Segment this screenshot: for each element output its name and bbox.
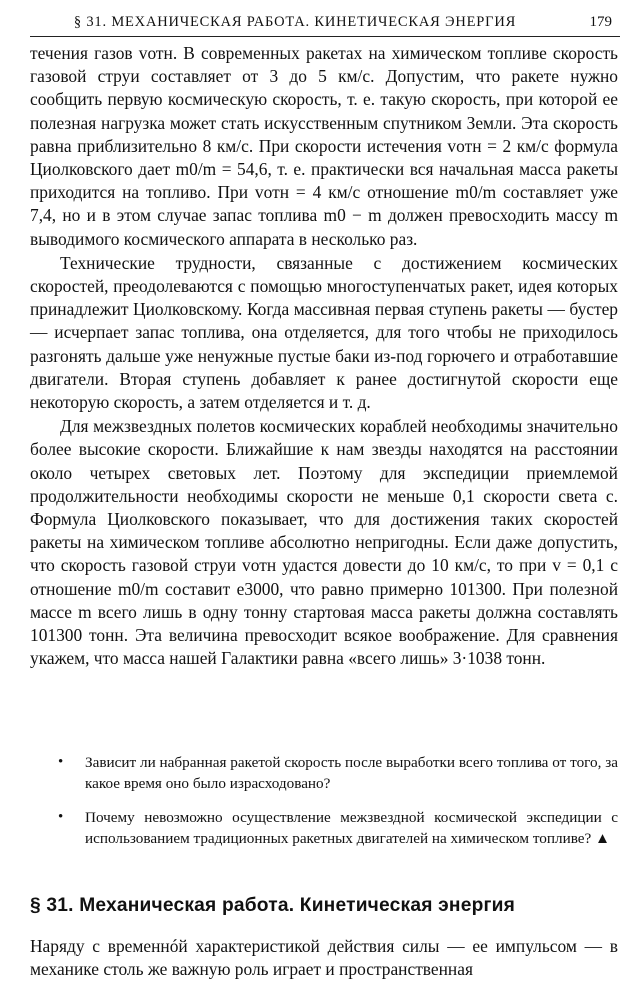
body-text: [30, 42, 618, 670]
paragraph-interstellar-flights: Для межзвездных полетов космических кораблей необходимы значительно более высокие скорости. Ближайшие к нам звезды находятся на расстоянии около четырех световых лет. Поэтому для экспедиции приемлемой продолжительности необходимы скорости не меньше 0,1 скорости света c. Формула Циолковского показывает, что для достижения таких скоростей ракеты на химическом топливе абсолютно непригодны. Если даже допустить, что скорость газовой струи vотн удастся довести до 10 км/с, то при v = 0,1 c отношение m0/m составит e3000, что равно примерно 101300. При полезной массе m всего лишь в одну тонну стартовая масса ракеты должна составлять 101300 тонн. Эта величина превосходит всякое воображение. Для сравнения укажем, что масса нашей Галактики равна «всего лишь» 3·1038 тонн.: [30, 416, 618, 669]
review-questions: [30, 752, 618, 862]
header-rule: [30, 36, 620, 37]
bullet-icon: •: [58, 754, 64, 770]
paragraph-rocket-fuel: течения газов vотн. В современных ракетах на химическом топливе скорость газовой струи составляет от 3 до 5 км/с. Допустим, что ракете нужно сообщить первую космическую скорость, т. е. такую скорость, при которой ее полезная нагрузка может стать искусственным спутником Земли. Эта скорость равна приблизительно 8 км/с. При скорости истечения vотн = 2 км/с формула Циолковского дает m0/m = 54,6, т. е. практически вся начальная масса ракеты приходится на топливо. При vотн = 4 км/с отношение m0/m составляет уже 7,4, но и в этом случае запас топлива m0 − m должен превосходить массу m выводимого космического аппарата в несколько раз.: [30, 43, 618, 249]
paragraph-intro: Наряду с временнóй характеристикой действия силы — ее импульсом — в механике столь же важную роль играет и пространственная: [30, 936, 618, 980]
question-text: Почему невозможно осуществление межзвездной космической экспедиции с использованием традиционных ракетных двигателей на химическом топливе? ▲: [85, 809, 618, 847]
section-heading: § 31. Механическая работа. Кинетическая энергия: [30, 895, 516, 916]
question-item: [30, 807, 618, 849]
question-item: [30, 752, 618, 794]
running-title: § 31. МЕХАНИЧЕСКАЯ РАБОТА. КИНЕТИЧЕСКАЯ ЭНЕРГИЯ: [73, 14, 517, 30]
paragraph-multistage-rockets: Технические трудности, связанные с достижением космических скоростей, преодолеваются с помощью многоступенчатых ракет, идея которых принадлежит Циолковскому. Когда массивная первая ступень ракеты — бустер — исчерпает запас топлива, она отделяется, для того чтобы не приходилось разгонять дальше уже ненужные пустые баки из-под горючего и отработавшие двигатели. Вторая ступень добавляет к ранее достигнутой скорости еще некоторую скорость, а затем отделяется и т. д.: [30, 252, 618, 413]
page-number: 179: [589, 14, 612, 30]
bullet-icon: •: [58, 809, 64, 825]
question-text: Зависит ли набранная ракетой скорость после выработки всего топлива от того, за какое время оно было израсходовано?: [85, 754, 618, 792]
section-intro: [30, 935, 618, 981]
page-header: [30, 10, 620, 34]
